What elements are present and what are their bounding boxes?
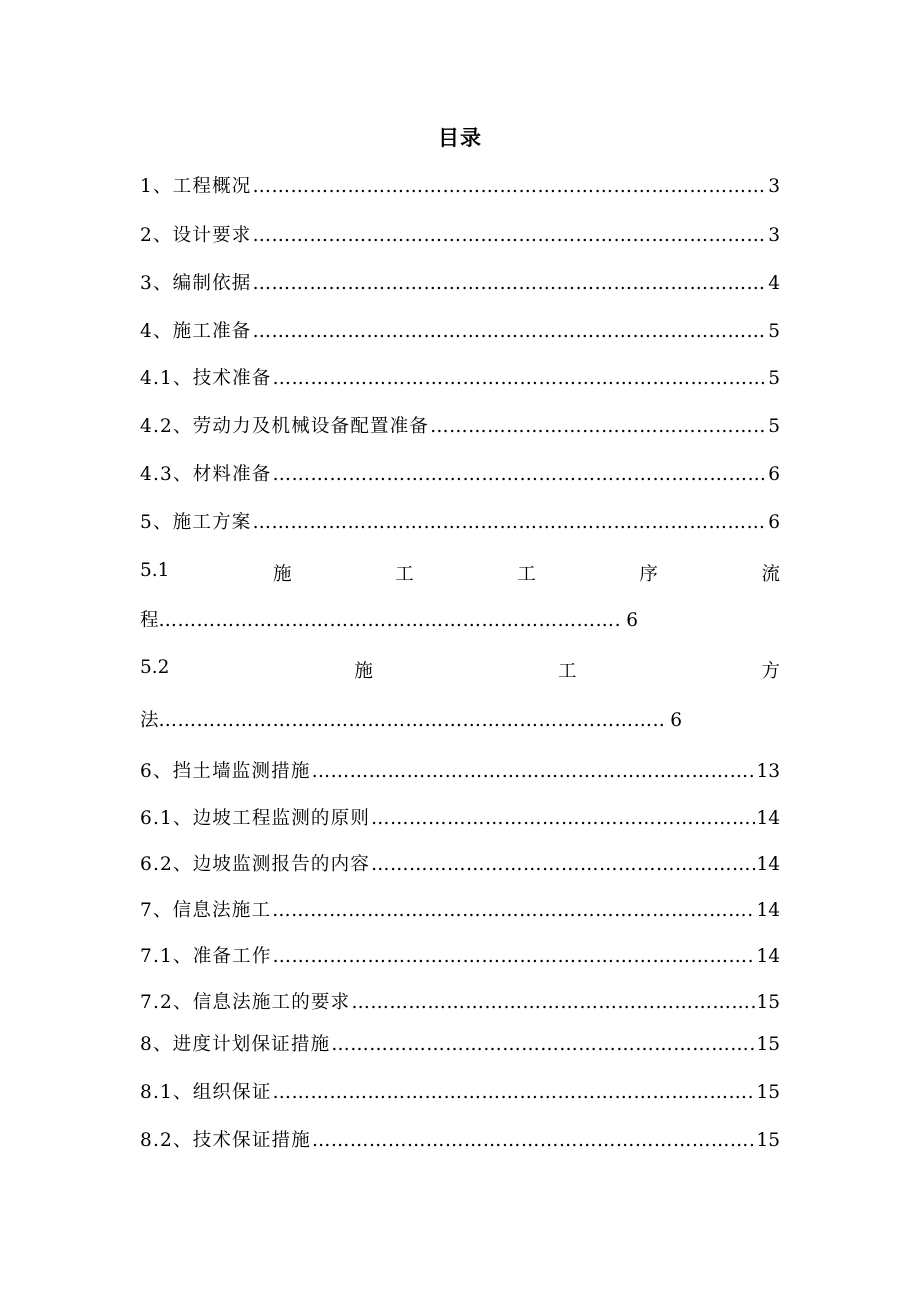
toc-entry-tail: 程 bbox=[140, 610, 159, 631]
toc-entry-label: 4.1、技术准备 bbox=[140, 368, 272, 389]
toc-entry-justified[interactable] bbox=[140, 560, 780, 586]
toc-entry-continuation[interactable] bbox=[140, 706, 682, 732]
toc-title: 目录 bbox=[438, 125, 482, 150]
toc-page-number: 6 bbox=[670, 710, 682, 731]
toc-leader-dots bbox=[252, 176, 767, 197]
toc-entry[interactable] bbox=[140, 364, 780, 394]
toc-page-number: 13 bbox=[756, 761, 780, 782]
toc-leader-dots bbox=[351, 992, 755, 1013]
toc-leader-dots bbox=[252, 225, 767, 246]
toc-entry[interactable] bbox=[140, 1126, 780, 1156]
toc-page-number: 4 bbox=[768, 273, 780, 294]
toc-entry-continuation[interactable] bbox=[140, 606, 638, 632]
toc-entry-char: 序 bbox=[639, 564, 658, 585]
toc-page-number: 15 bbox=[756, 992, 780, 1013]
toc-entry[interactable] bbox=[140, 1078, 780, 1108]
toc-entry-label: 7、信息法施工 bbox=[140, 900, 272, 921]
toc-entry-tail: 法 bbox=[140, 710, 159, 731]
toc-page-number: 5 bbox=[768, 416, 780, 437]
toc-page-number: 15 bbox=[756, 1034, 780, 1055]
toc-leader-dots bbox=[252, 273, 767, 294]
toc-page-number: 14 bbox=[756, 854, 780, 875]
toc-leader-dots bbox=[331, 1034, 755, 1055]
toc-entry[interactable] bbox=[140, 269, 780, 299]
toc-leader-dots bbox=[371, 808, 755, 829]
toc-leader-dots bbox=[273, 368, 768, 389]
toc-entry[interactable] bbox=[140, 896, 780, 926]
toc-leader-dots bbox=[252, 512, 767, 533]
toc-page-number: 15 bbox=[756, 1130, 780, 1151]
toc-leader-dots bbox=[273, 1082, 756, 1103]
toc-entry-char: 工 bbox=[557, 661, 577, 682]
toc-entry-label: 4.2、劳动力及机械设备配置准备 bbox=[140, 416, 430, 437]
toc-entry[interactable] bbox=[140, 412, 780, 442]
toc-entry-label: 7.1、准备工作 bbox=[140, 946, 272, 967]
toc-page-number: 14 bbox=[756, 946, 780, 967]
toc-entry-number: 5.2 bbox=[140, 657, 170, 678]
toc-entry-label: 6.1、边坡工程监测的原则 bbox=[140, 808, 371, 829]
toc-leader-dots bbox=[252, 321, 767, 342]
toc-entry[interactable] bbox=[140, 942, 780, 972]
toc-leader-dots bbox=[272, 900, 755, 921]
toc-leader-dots bbox=[312, 761, 756, 782]
toc-page-number: 6 bbox=[626, 610, 638, 631]
toc-entry[interactable] bbox=[140, 317, 780, 347]
toc-entry-char: 工 bbox=[395, 564, 414, 585]
toc-leader-dots bbox=[371, 854, 755, 875]
toc-leader-dots bbox=[159, 610, 621, 631]
toc-page-number: 5 bbox=[768, 368, 780, 389]
toc-page-number: 3 bbox=[768, 176, 780, 197]
toc-leader-dots bbox=[273, 946, 756, 967]
toc-entry-char: 施 bbox=[273, 564, 292, 585]
toc-entry[interactable] bbox=[140, 508, 780, 538]
toc-entry-label: 5、施工方案 bbox=[140, 512, 252, 533]
toc-entry-label: 7.2、信息法施工的要求 bbox=[140, 992, 351, 1013]
toc-entry[interactable] bbox=[140, 804, 780, 834]
toc-entry-label: 3、编制依据 bbox=[140, 273, 252, 294]
toc-entry-justified[interactable] bbox=[140, 657, 780, 683]
toc-entry-label: 8、进度计划保证措施 bbox=[140, 1034, 331, 1055]
toc-page-number: 6 bbox=[768, 512, 780, 533]
toc-entry-label: 6.2、边坡监测报告的内容 bbox=[140, 854, 371, 875]
toc-entry[interactable] bbox=[140, 988, 780, 1018]
toc-entry-char: 流 bbox=[761, 564, 780, 585]
toc-entry-label: 8.1、组织保证 bbox=[140, 1082, 272, 1103]
toc-entry-label: 2、设计要求 bbox=[140, 225, 252, 246]
toc-page-number: 14 bbox=[756, 808, 780, 829]
toc-page-number: 14 bbox=[756, 900, 780, 921]
toc-entry[interactable] bbox=[140, 460, 780, 490]
toc-leader-dots bbox=[159, 710, 665, 731]
toc-page-number: 6 bbox=[768, 464, 780, 485]
toc-entry[interactable] bbox=[140, 1030, 780, 1060]
toc-entry-char: 施 bbox=[354, 661, 373, 682]
toc-leader-dots bbox=[312, 1130, 756, 1151]
toc-entry[interactable] bbox=[140, 757, 780, 787]
toc-page-number: 3 bbox=[768, 225, 780, 246]
toc-entry-label: 4、施工准备 bbox=[140, 321, 252, 342]
toc-entry-label: 4.3、材料准备 bbox=[140, 464, 272, 485]
toc-entry-char: 工 bbox=[517, 564, 536, 585]
toc-leader-dots bbox=[430, 416, 767, 437]
toc-page-number: 15 bbox=[756, 1082, 780, 1103]
toc-entry-label: 1、工程概况 bbox=[140, 176, 252, 197]
toc-entry-label: 8.2、技术保证措施 bbox=[140, 1130, 311, 1151]
toc-leader-dots bbox=[273, 464, 768, 485]
toc-entry-label: 6、挡土墙监测措施 bbox=[140, 761, 311, 782]
toc-entry-char: 方 bbox=[761, 661, 780, 682]
toc-page-number: 5 bbox=[768, 321, 780, 342]
toc-entry[interactable] bbox=[140, 850, 780, 880]
toc-entry[interactable] bbox=[140, 172, 780, 202]
toc-entry[interactable] bbox=[140, 221, 780, 251]
toc-entry-number: 5.1 bbox=[140, 560, 170, 581]
